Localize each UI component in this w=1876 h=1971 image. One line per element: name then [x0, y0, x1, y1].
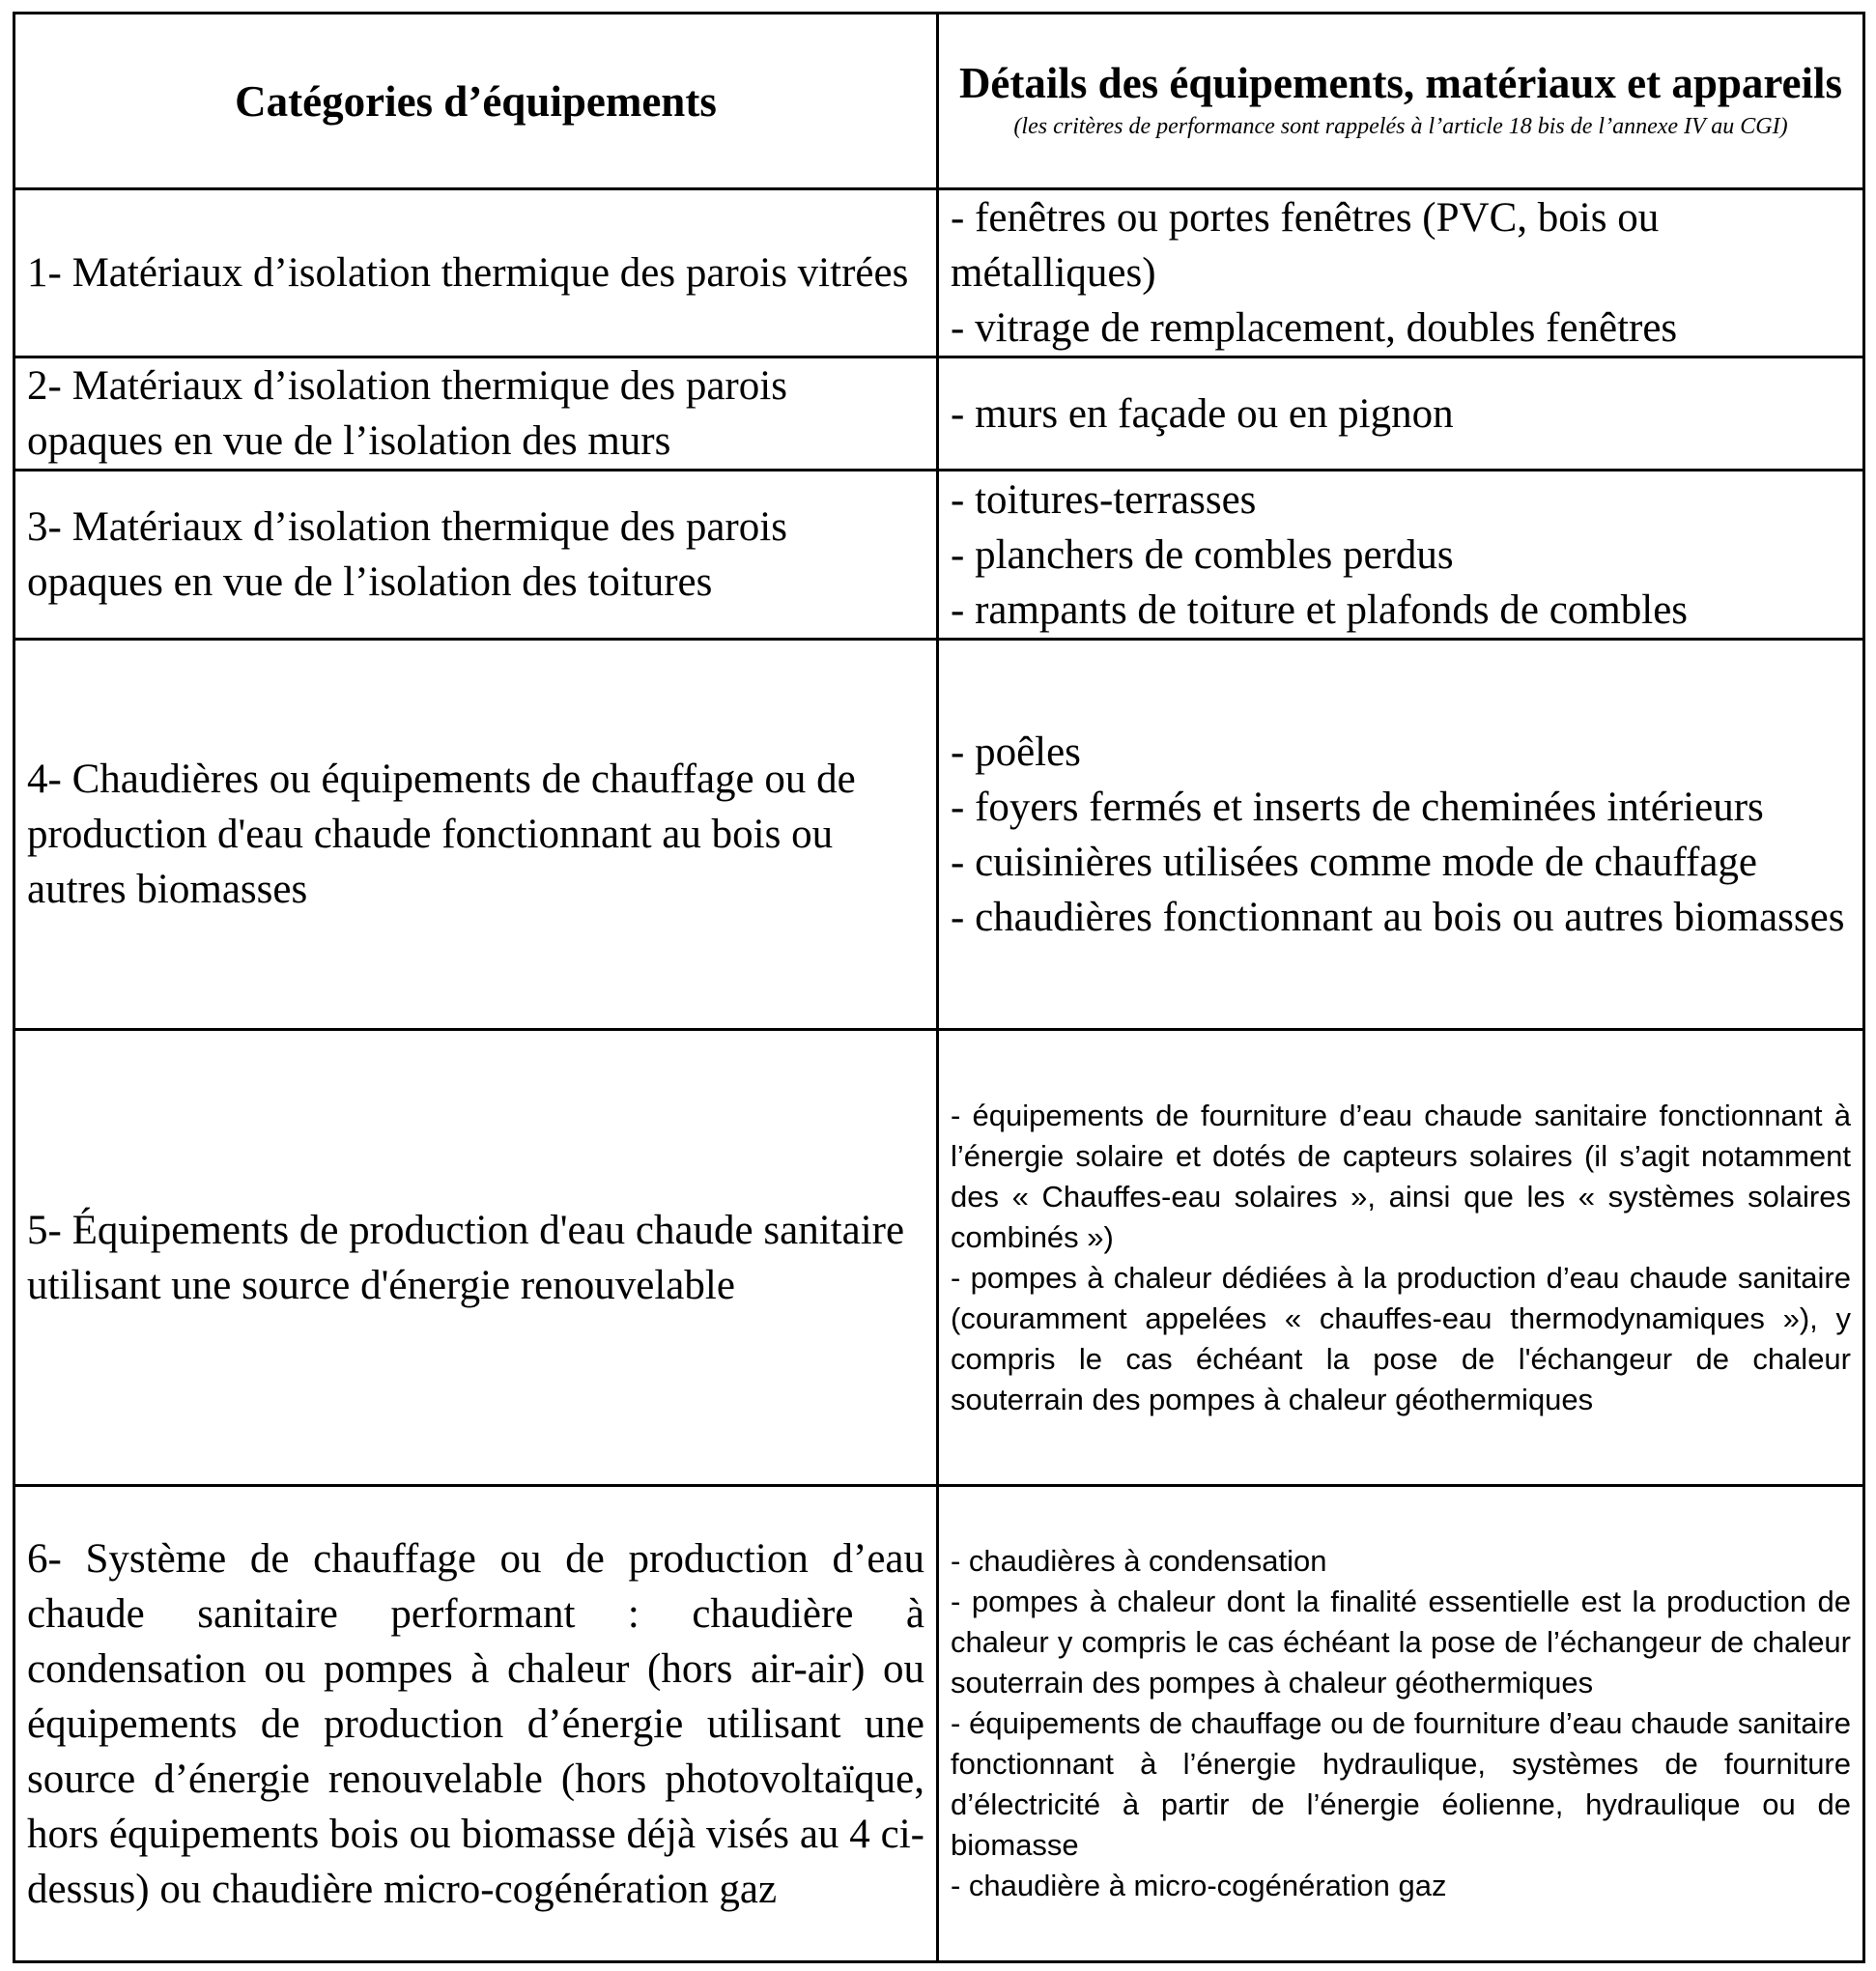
category-cell: 6- Système de chauffage ou de production d’eau chaude sanitaire performant : chaudière à condensation ou pompes à chaleur (hors air-air) ou équipements de production d’énergie utilisant une source d’énergie renouvelable (hors photovoltaïque, hors équipements bois ou biomasse déjà visés au 4 ci-dessus) ou chaudière micro-cogénération gaz [14, 1486, 938, 1962]
detail-item: - foyers fermés et inserts de cheminées intérieurs [951, 784, 1764, 830]
detail-item: - chaudières à condensation [951, 1544, 1327, 1578]
details-cell [938, 1030, 1864, 1486]
table-row [14, 189, 1864, 357]
details-cell [938, 357, 1864, 471]
header-details-cell [938, 14, 1864, 189]
details-cell [938, 1486, 1864, 1962]
category-cell: 4- Chaudières ou équipements de chauffage ou de production d'eau chaude fonctionnant au bois ou autres biomasses [14, 640, 938, 1030]
header-details-note: (les critères de performance sont rappelés à l’article 18 bis de l’annexe IV au CGI) [1013, 113, 1788, 139]
header-row [14, 14, 1864, 189]
category-cell: 2- Matériaux d’isolation thermique des parois opaques en vue de l’isolation des murs [14, 357, 938, 471]
detail-item: - équipements de chauffage ou de fourniture d’eau chaude sanitaire fonctionnant à l’énergie hydraulique, systèmes de fourniture d’électricité à partir de l’énergie éolienne, hydraulique ou de biomasse [951, 1706, 1851, 1862]
detail-item: - pompes à chaleur dont la finalité essentielle est la production de chaleur y compris le cas échéant la pose de l’échangeur de chaleur souterrain des pompes à chaleur géothermiques [951, 1585, 1851, 1700]
table-row [14, 1486, 1864, 1962]
detail-item: - équipements de fourniture d’eau chaude sanitaire fonctionnant à l’énergie solaire et dotés de capteurs solaires (il s’agit notamment des « Chauffes-eau solaires », ainsi que les « systèmes solaires combinés ») [951, 1098, 1851, 1254]
details-cell [938, 640, 1864, 1030]
details-cell [938, 471, 1864, 640]
detail-item: - murs en façade ou en pignon [951, 390, 1454, 437]
table-row [14, 471, 1864, 640]
detail-item: - chaudière à micro-cogénération gaz [951, 1869, 1447, 1902]
table-row [14, 640, 1864, 1030]
detail-item: - cuisinières utilisées comme mode de chauffage [951, 839, 1758, 885]
table-row [14, 357, 1864, 471]
detail-item: - chaudières fonctionnant au bois ou autres biomasses [951, 894, 1845, 940]
detail-item: - fenêtres ou portes fenêtres (PVC, bois ou métalliques) [951, 195, 1660, 296]
header-details: Détails des équipements, matériaux et appareils [958, 59, 1843, 108]
equipment-table [13, 12, 1865, 1963]
category-cell: 5- Équipements de production d'eau chaude sanitaire utilisant une source d'énergie renouvelable [14, 1030, 938, 1486]
detail-item: - rampants de toiture et plafonds de combles [951, 586, 1689, 633]
category-cell: 1- Matériaux d’isolation thermique des parois vitrées [14, 189, 938, 357]
detail-item: - pompes à chaleur dédiées à la production d’eau chaude sanitaire (couramment appelées « chauffes-eau thermodynamiques »), y compris le cas échéant la pose de l'échangeur de chaleur souterrain des pompes à chaleur géothermiques [951, 1260, 1851, 1416]
details-cell [938, 189, 1864, 357]
detail-item: - planchers de combles perdus [951, 531, 1454, 578]
table-row [14, 1030, 1864, 1486]
header-categories: Catégories d’équipements [14, 14, 938, 189]
detail-item: - poêles [951, 728, 1081, 775]
category-cell: 3- Matériaux d’isolation thermique des parois opaques en vue de l’isolation des toitures [14, 471, 938, 640]
detail-item: - vitrage de remplacement, doubles fenêtres [951, 305, 1678, 351]
detail-item: - toitures-terrasses [951, 476, 1257, 523]
